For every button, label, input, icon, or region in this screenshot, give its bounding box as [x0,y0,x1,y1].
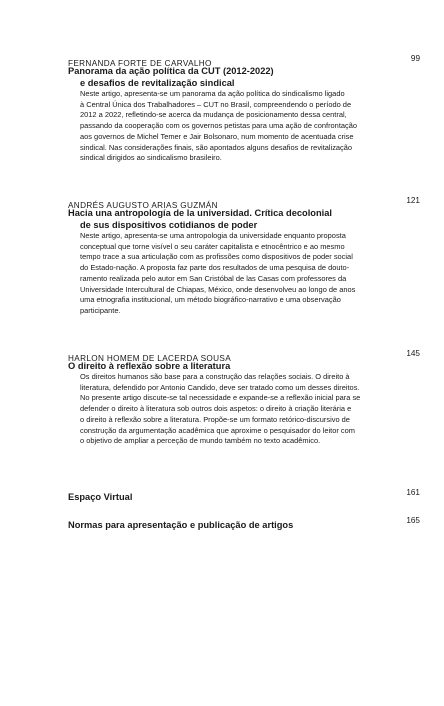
abstract-line: conceptual que torne visível o seu caráter capitalista e etnocêntrico e ao mesmo [80,241,345,251]
title-line: Panorama da ação política da CUT (2012-2022) [68,66,274,76]
toc-entry-sousa [68,348,420,447]
toc-entry-guzman [68,195,420,317]
article-abstract [68,231,420,317]
abstract-line: Neste artigo, apresenta-se um panorama da ação política do sindicalismo ligado [80,89,345,98]
article-abstract [68,89,420,164]
abstract-line: do Estado-nação. A proposta faz parte dos resultados de uma pesquisa de douto- [80,263,350,273]
abstract-line: Neste artigo, apresenta-se uma antropologia da universidade enquanto proposta [80,231,346,240]
author-row [68,348,420,363]
page-number: 165 [406,516,420,525]
abstract-line: participante. [80,305,121,315]
title-line: de sus dispositivos cotidianos de poder [80,220,258,230]
abstract-line: sindical. Nas considerações finais, são apontados alguns desafios de revitalização [80,142,353,152]
toc-entry-carvalho [68,53,420,164]
abstract-line: 2012 a 2022, refletindo-se acerca da mudança de posicionamento dessa central, [80,110,347,120]
abstract-line: sindical dirigidos ao sindicalismo brasileiro. [80,153,222,163]
toc-section-espaco-virtual [68,487,420,502]
author-name: FERNANDA FORTE DE CARVALHO [68,59,212,68]
abstract-line: o objetivo de ampliar a perceção de mundo também no texto acadêmico. [80,436,321,446]
abstract-line: uma etnografia institucional, um método biográfico-narrativo e uma observação [80,295,341,305]
author-row [68,195,420,210]
page-number: 161 [406,488,420,497]
section-title: Normas para apresentação e publicação de artigos [68,520,294,530]
abstract-line: à Central Única dos Trabalhadores – CUT no Brasil, compreendendo o período de [80,99,352,109]
page-number: 99 [410,54,420,63]
title-line: O direito à reflexão sobre a literatura [68,361,231,371]
author-row [68,53,420,68]
abstract-line: aos governos de Michel Temer e Jair Bolsonaro, num momento de acentuada crise [80,131,354,141]
abstract-line: tempo trace a sua articulação com as profissões como dispositivos de poder social [80,252,353,262]
abstract-line: construção da argumentação acadêmica que aproxime o pesquisador do leitor com [80,425,355,435]
abstract-line: o direito à reflexão sobre a literatura. Propõe-se um formato retórico-discursivo de [80,414,350,424]
page-number: 121 [406,196,420,205]
abstract-line: ramento realizada pelo autor em San Cristóbal de las Casas com professores da [80,273,347,283]
author-name: ANDRÉS AUGUSTO ARIAS GUZMÁN [68,201,218,210]
title-line: Hacia una antropología de la universidad. Crítica decolonial [68,208,332,218]
article-title [68,65,420,89]
article-abstract [68,372,420,447]
toc-section-normas [68,515,420,530]
section-title: Espaço Virtual [68,492,133,502]
abstract-line: passando da cooperação com os governos petistas para uma ação de confrontação [80,121,358,131]
abstract-line: literatura, defendido por Antonio Candido, deve ser tratado como um desses direitos. [80,382,360,392]
title-line: e desafios de revitalização sindical [80,78,235,88]
abstract-line: Os direitos humanos são base para a construção das relações sociais. O direito à [80,372,350,381]
abstract-line: No presente artigo discute-se tal necessidade e expande-se a reflexão inicial para se [80,393,361,403]
article-title [68,207,420,231]
abstract-line: Universidade Intercultural de Chiapas, México, onde desenvolveu ao longo de anos [80,284,356,294]
abstract-line: defender o direito à literatura sob outros dois aspetos: o direito à criação literária e [80,404,352,414]
author-name: HARLON HOMEM DE LACERDA SOUSA [68,354,232,363]
page-number: 145 [406,349,420,358]
